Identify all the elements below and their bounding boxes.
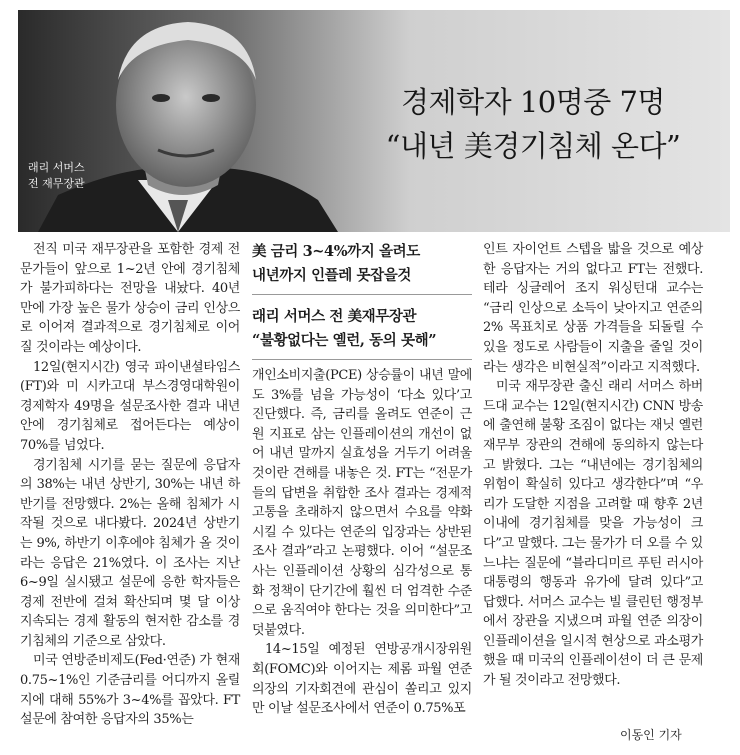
headline xyxy=(348,82,718,168)
paragraph: 미국 재무장관 출신 래리 서머스 하버드대 교수는 12일(현지시간) CNN 방송에 출연해 불황 조짐이 없다는 재닛 옐런 재무부 장관의 견해에 동의하지 않는다고 밝혔다. 그는 “내년에는 경기침체의 위험이 확실히 있다고 생각한다”며 “우리가 도달한 지점을 고려할 때 향후 2년 이내에 경기침체를 맞을 가능성이 크다”고 말했다. 그는 물가가 더 오를 수 있느냐는 질문에 “블라디미르 푸틴 러시아 대통령의 행동과 유가에 달려 있다”고 답했다. 서머스 교수는 빌 클린턴 행정부에서 장관을 지냈으며 파월 연준 의장이 인플레이션을 일시적 현상으로 과소평가했을 때 미국의 인플레이션이 더 큰 문제가 될 것이라고 전망했다. xyxy=(483,379,703,689)
subheadline-1-line2: 내년까지 인플레 못잡을것 xyxy=(252,267,411,284)
byline: 이동인 기자 xyxy=(620,728,682,742)
headline-line1: 경제학자 10명중 7명 xyxy=(401,85,665,119)
article-column-1 xyxy=(20,240,240,730)
subheadline-box xyxy=(252,240,472,360)
paragraph: 전직 미국 재무장관을 포함한 경제 전문가들이 앞으로 1~2년 안에 경기침체가 불가피하다는 전망을 내놨다. 40년 만에 가장 높은 물가 상승이 금리 인상으로 이어져 결과적으로 경기침체로 이어질 것이라는 예상이다. xyxy=(20,242,240,355)
headline-line2: “내년 美경기침체 온다” xyxy=(385,129,681,163)
caption-title: 전 재무장관 xyxy=(28,177,85,190)
paragraph: 경기침체 시기를 묻는 질문에 응답자의 38%는 내년 상반기, 30%는 내년 하반기를 전망했다. 2%는 올해 침체가 시작될 것으로 내다봤다. 2024년 상반기는 9%, 하반기 이후에야 침체가 올 것이라는 응답은 21%였다. 이 조사는 지난 6~9일 실시됐고 설문에 응한 학자들은 경제 전반에 걸쳐 확산되며 몇 달 이상 지속되는 경제 활동의 현저한 감소를 경기침체의 기준으로 삼았다. xyxy=(20,457,240,649)
subheadline-2 xyxy=(252,305,472,360)
article-column-2 xyxy=(252,240,472,719)
paragraph: 인트 자이언트 스텝을 밟을 것으로 예상한 응답자는 거의 없다고 FT는 전했다. 테라 싱글레어 조지 워싱턴대 교수는 “금리 인상으로 소득이 낮아지고 연준의 2% 목표치로 상품 가격들을 되돌릴 수 있을 정도로 사람들이 지출을 줄일 것이라는 생각은 비현실적”이라고 지적했다. xyxy=(483,242,703,375)
subheadline-1-line1: 美 금리 3~4%까지 올려도 xyxy=(252,243,420,260)
paragraph: 미국 연방준비제도(Fed·연준) 가 현재 0.75~1%인 기준금리를 어디까지 올릴지에 대해 55%가 3~4%를 꼽았다. FT 설문에 참여한 응답자의 35%는 xyxy=(20,653,240,728)
caption-name: 래리 서머스 xyxy=(28,161,85,174)
photo-banner xyxy=(18,10,730,232)
subheadline-2-line2: “불황없다는 옐런, 동의 못해” xyxy=(252,332,437,349)
subheadline-2-line1: 래리 서머스 전 美재무장관 xyxy=(252,308,417,325)
photo-caption xyxy=(28,160,118,192)
subheadline-1 xyxy=(252,240,472,295)
paragraph: 14~15일 예정된 연방공개시장위원회(FOMC)와 이어지는 제롬 파월 연준 의장의 기자회견에 관심이 쏠리고 있지만 이날 설문조사에서 연준이 0.75%포 xyxy=(252,642,472,717)
paragraph: 개인소비지출(PCE) 상승률이 내년 말에도 3%를 넘을 가능성이 ‘다소 있다’고 진단했다. 즉, 금리를 올려도 연준이 근원 지표로 삼는 인플레이션의 개선이 없어 내년 말까지 실효성을 거두기 어려울 것이란 견해를 내놓은 것. FT는 “전문가들의 답변을 취합한 조사 결과는 경제적 고통을 초래하지 않으면서 수요를 약화시킬 수 있다는 연준의 입장과는 상반된 조사 결과”라고 논평했다. 이어 “설문조사는 인플레이션 상황의 심각성으로 통화 정책이 단기간에 훨씬 더 엄격한 수준으로 움직여야 한다는 것을 의미한다”고 덧붙였다. xyxy=(252,368,472,638)
article-column-3 xyxy=(483,240,703,691)
paragraph: 12일(현지시간) 영국 파이낸셜타임스(FT)와 미 시카고대 부스경영대학원이 경제학자 49명을 설문조사한 결과 내년 안에 경기침체로 접어든다는 예상이 70%를 넘었다. xyxy=(20,359,240,453)
